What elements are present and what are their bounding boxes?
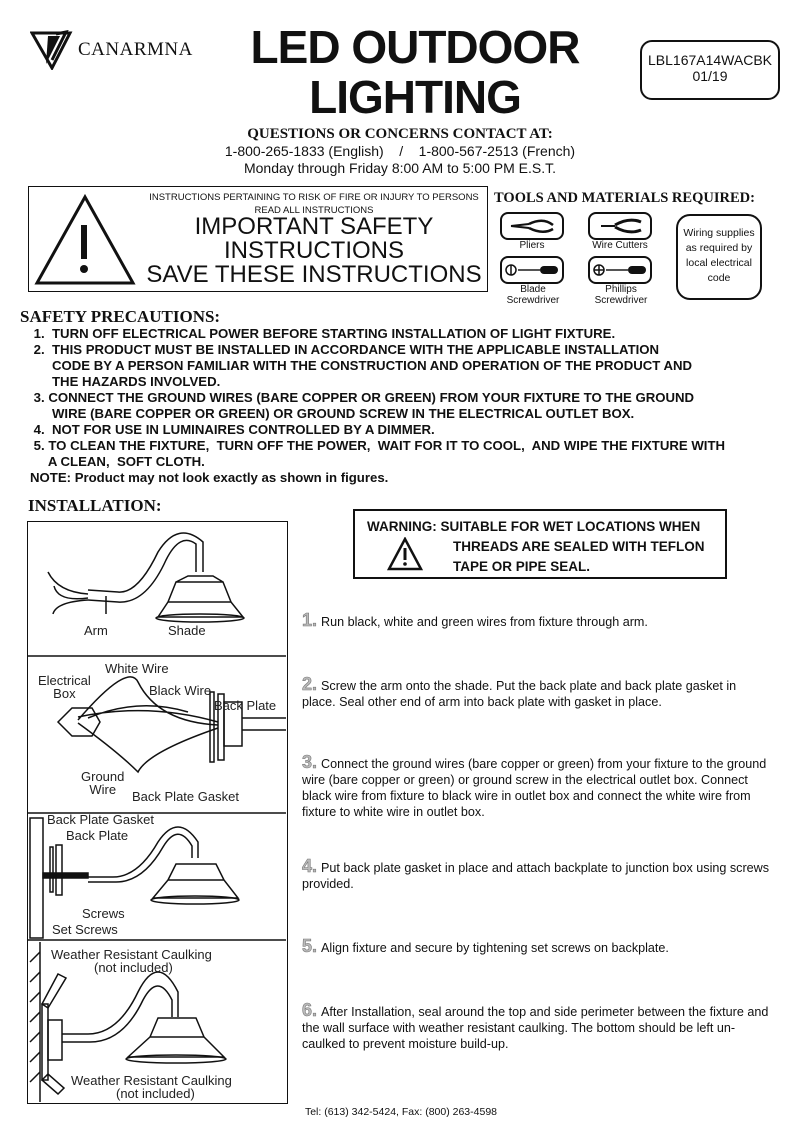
label-back-plate: Back Plate (214, 698, 277, 713)
label-back-plate-gasket: Back Plate Gasket (47, 812, 154, 827)
label-caulking-bottom: Weather Resistant Caulking (71, 1073, 232, 1088)
canarmna-logo-icon (30, 30, 74, 70)
phillips-screwdriver-icon (588, 256, 652, 284)
blade-screwdriver-icon (500, 256, 564, 284)
contact-heading: QUESTIONS OR CONCERNS CONTACT AT: (247, 126, 553, 142)
step-text: Connect the ground wires (bare copper or green) from your fixture to the ground wire (bare copper or green) or ground screw in the electrical outlet box. Connect black wire from fixture to black wire in outlet box and connect the white wire from fixture to white wire in outlet box. (302, 757, 767, 819)
step-4 (302, 858, 772, 892)
step-number: 5. (302, 936, 318, 956)
label-not-included: (not included) (94, 960, 173, 975)
tool-label: Phillips Screwdriver (594, 284, 648, 306)
warning-line: THREADS ARE SEALED WITH TEFLON (453, 539, 705, 554)
installation-heading: INSTALLATION: (28, 496, 162, 515)
step-text: Align fixture and secure by tightening set screws on backplate. (321, 941, 669, 955)
label-white-wire: White Wire (105, 661, 169, 676)
label-not-included: (not included) (116, 1086, 195, 1101)
step-text: After Installation, seal around the top and side perimeter between the fixture and the wall surface with weather resistant caulking. The bottom should be left un-caulked to prevent moisture build-up. (302, 1005, 769, 1051)
step-5 (302, 938, 772, 956)
precaution-item: 5. TO CLEAN THE FIXTURE, TURN OFF THE POWER, WAIT FOR IT TO COOL, AND WIPE THE FIXTURE WITH A CLEAN, SOFT CLOTH. (33, 438, 726, 469)
step-text: Put back plate gasket in place and attach backplate to junction box using screws provided. (302, 861, 770, 891)
step-6 (302, 1002, 772, 1052)
label-set-screws: Set Screws (52, 922, 118, 937)
wet-location-warning (353, 509, 727, 579)
tool-label: Blade Screwdriver (506, 284, 560, 306)
installation-figures (27, 521, 288, 1104)
document-title (230, 22, 600, 122)
label-caulking-top: Weather Resistant Caulking (51, 947, 212, 962)
precaution-item: 3. CONNECT THE GROUND WIRES (BARE COPPER OR GREEN) FROM YOUR FIXTURE TO THE GROUND WIRE (BARE COPPER OR GREEN) OR GROUND SCREW IN THE ELECTRICAL OUTLET BOX. (33, 390, 695, 421)
label-back-plate: Back Plate (66, 828, 129, 843)
model-number: LBL167A14WACBK (648, 52, 772, 68)
warning-triangle-icon (387, 537, 423, 571)
label-black-wire: Black Wire (149, 683, 212, 698)
wiring-supplies-box: Wiring supplies as required by local electrical code (676, 214, 762, 300)
safety-line-2: READ ALL INSTRUCTIONS (254, 205, 374, 216)
warning-line: TAPE OR PIPE SEAL. (453, 559, 591, 574)
step-2 (302, 676, 772, 710)
wire-cutters-icon (588, 212, 652, 240)
safety-line-1: INSTRUCTIONS PERTAINING TO RISK OF FIRE OR INJURY TO PERSONS (149, 192, 479, 203)
step-text: Screw the arm onto the shade. Put the back plate and back plate gasket in place. Seal other end of arm into back plate with gasket in place. (302, 679, 737, 709)
safety-heading-1: IMPORTANT SAFETY (194, 213, 434, 240)
brand-name: CANARMNA (78, 39, 193, 60)
contact-section (180, 126, 620, 177)
warning-line: WARNING: SUITABLE FOR WET LOCATIONS WHEN (367, 519, 701, 534)
title-line-1: LED OUTDOOR (250, 21, 580, 73)
step-text: Run black, white and green wires from fixture through arm. (321, 615, 648, 629)
label-shade: Shade (168, 623, 206, 638)
tool-wire-cutters (588, 212, 652, 251)
step-1 (302, 612, 772, 630)
brand-logo (30, 30, 193, 70)
safety-heading-3: SAVE THESE INSTRUCTIONS (146, 261, 482, 288)
label-ground-wire: Ground Wire (81, 769, 125, 797)
precaution-note: NOTE: Product may not look exactly as shown in figures. (30, 470, 389, 485)
tool-pliers (500, 212, 564, 251)
safety-heading-2: INSTRUCTIONS (224, 237, 404, 264)
precautions-heading: SAFETY PRECAUTIONS: (20, 307, 221, 326)
tool-label: Pliers (519, 240, 545, 251)
step-number: 3. (302, 752, 318, 772)
tool-label: Wire Cutters (592, 240, 648, 251)
tools-heading: TOOLS AND MATERIALS REQUIRED: (494, 190, 755, 206)
step-number: 2. (302, 674, 318, 694)
precaution-item: 1. TURN OFF ELECTRICAL POWER BEFORE STARTING INSTALLATION OF LIGHT FIXTURE. (30, 326, 616, 341)
precaution-item: 4. NOT FOR USE IN LUMINAIRES CONTROLLED BY A DIMMER. (30, 422, 435, 437)
contact-phones: 1-800-265-1833 (English) / 1-800-567-2513 (French) (224, 143, 576, 159)
contact-hours: Monday through Friday 8:00 AM to 5:00 PM E.S.T. (243, 160, 557, 176)
step-number: 1. (302, 610, 318, 630)
precautions-list (30, 326, 790, 486)
safety-notice-box (28, 186, 488, 292)
label-back-plate-gasket: Back Plate Gasket (132, 789, 239, 804)
step-number: 6. (302, 1000, 318, 1020)
step-3 (302, 754, 772, 820)
footer-contact: Tel: (613) 342-5424, Fax: (800) 263-4598 (304, 1106, 498, 1118)
pliers-icon (500, 212, 564, 240)
tool-phillips-screwdriver (588, 256, 654, 306)
precaution-item: 2. THIS PRODUCT MUST BE INSTALLED IN ACCORDANCE WITH THE APPLICABLE INSTALLATION CODE BY A PERSON FAMILIAR WITH THE CONSTRUCTION AND OPERATION OF THE PRODUCT AND THE HAZARDS INVOLVED. (33, 342, 693, 389)
label-electrical-box: Electrical Box (38, 673, 91, 701)
tool-blade-screwdriver (500, 256, 566, 306)
model-box (640, 40, 780, 100)
revision-date: 01/19 (692, 68, 728, 84)
label-arm: Arm (84, 623, 108, 638)
title-line-2: LIGHTING (309, 71, 521, 123)
step-number: 4. (302, 856, 318, 876)
warning-triangle-icon (33, 193, 137, 287)
label-screws: Screws (82, 906, 125, 921)
